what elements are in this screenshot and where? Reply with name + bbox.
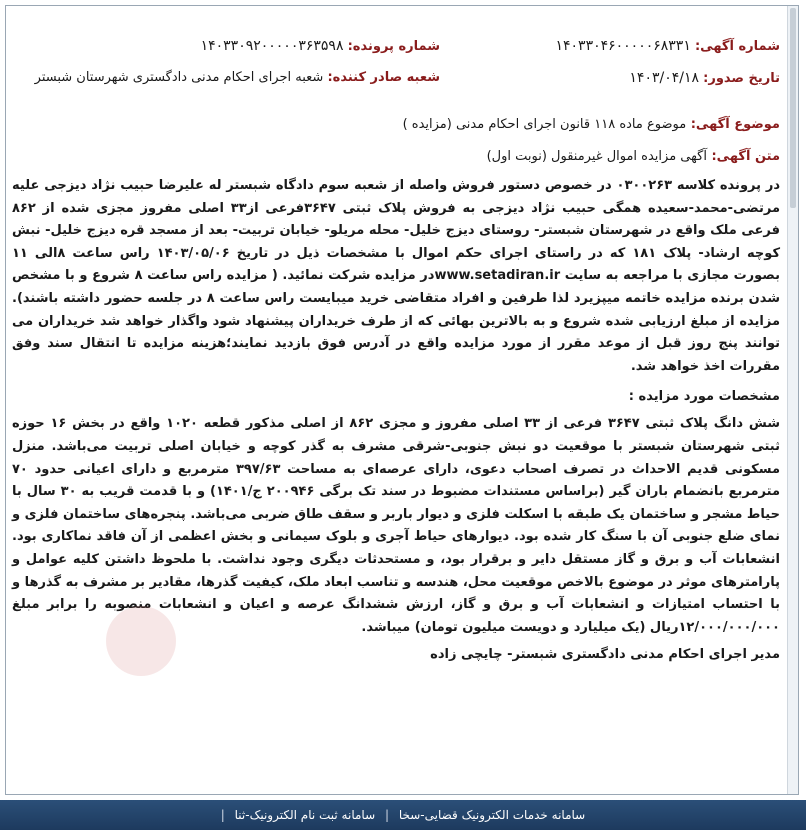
notice-paragraph-2: شش دانگ پلاک ثبتی ۳۶۴۷ فرعی از ۳۳ اصلی مفروز و مجزی ۸۶۲ از اصلی مذکور قطعه ۱۰۲۰ واقع در بخش ۱۶ حوزه ثبتی شهرستان شبستر با موقعیت دو نبش جنوبی-شرقی مشرف به گذر کوچه و خیابان اصلی تربیت می‌باشد. منزل مسکونی قدیم الاحداث در تصرف اصحاب دعوی، دارای عرصه‌ای به مساحت ۳۹۷/۶۳ مترمربع و دارای اعیانی حدود ۷۰ مترمربع بانضمام باران گیر (براساس مستندات مضبوط در سند تک برگی ۲۰۰۹۴۶ ج/۱۴۰۱) و با قدمت قریب به ۳۰ سال با حیاط مشجر و ساختمان یک طبقه با اسکلت فلزی و دیوار باربر و سقف طاق ضربی می‌باشد. پنجره‌های ساختمان فلزی و نمای ضلع جنوبی آن با سنگ کار شده بود. دیوارهای حیاط آجری و بلوک سیمانی و بخش اعظمی از آن فاقد نماکاری بود. انشعابات آب و برق و گاز مستقل دایر و برقرار بود، و مستحدثات دیگری وجود نداشت. با ملحوظ داشتن کلیه عوامل و پارامترهای موثر در موضوع بالاخص موقعیت محل، هندسه و تناسب ابعاد ملک، کیفیت گذرها، مقادیر بر مشرف به گذرها و با احتساب امتیازات و انشعابات آب و برق و گاز، ارزش ششدانگ عرصه و اعیان و انشعابات منصوبه را برابر مبلغ ۱۲/۰۰۰/۰۰۰/۰۰۰ریال (یک میلیارد و دویست میلیون تومان) میباشد.: [12, 416, 781, 635]
section-title: مشخصات مورد مزایده :: [628, 389, 780, 405]
footer-separator-2: |: [220, 808, 225, 822]
text-header-row: [12, 147, 780, 167]
footer-link-sakha[interactable]: سامانه خدمات الکترونیک قضایی-سخا: [398, 808, 586, 822]
issue-date-label: تاریخ صدور:: [703, 71, 780, 86]
signature: مدیر اجرای احکام مدنی دادگستری شبستر- چایچی زاده: [430, 647, 780, 663]
footer-link-sana[interactable]: سامانه ثبت نام الکترونیک-ثنا: [234, 808, 376, 822]
case-number-label: شماره پرونده:: [347, 39, 440, 54]
case-number-field: [201, 37, 440, 56]
issue-date: ۱۴۰۳/۰۴/۱۸: [629, 70, 699, 86]
notice-number: ۱۴۰۳۳۰۴۶۰۰۰۰۰۶۸۳۳۱: [555, 38, 691, 54]
issue-date-field: [629, 69, 780, 88]
notice-number-field: [555, 37, 780, 56]
header-row-1: [12, 6, 780, 54]
footer-bar: [0, 800, 806, 830]
notice-number-label: شماره آگهی:: [694, 39, 780, 54]
notice-panel: [5, 5, 799, 795]
vertical-scrollbar[interactable]: [787, 6, 798, 794]
notice-content: [12, 6, 780, 665]
scrollbar-thumb[interactable]: [790, 8, 796, 208]
case-number: ۱۴۰۳۳۰۹۲۰۰۰۰۰۳۶۳۵۹۸: [200, 38, 344, 54]
text-header-value: آگهی مزایده اموال غیرمنقول (نوبت اول): [486, 149, 707, 164]
issuer: شعبه اجرای احکام مدنی دادگستری شهرستان شبستر: [34, 70, 324, 85]
notice-paragraph-1: در پرونده کلاسه ۰۳۰۰۲۶۳ در خصوص دستور فروش واصله از شعبه سوم دادگاه شبستر له علیرضا حبیب نژاد دیزجی علیه مرتضی-محمد-سعیده همگی حبیب نژاد دیزجی به فروش پلاک ثبتی ۳۶۴۷فرعی از۳۳ اصلی مفروز مجزی شده از ۸۶۲ فرعی ملک واقع در شهرستان شبستر- روستای دیزج خلیل- محله مریلو- خیابان تربیت- بعد از مسجد قره دیزج خلیل- نبش کوچه ارشاد- پلاک ۱۸۱ که در راستای اجرای حکم اموال با مشخصات ذیل در تاریخ ۱۴۰۳/۰۵/۰۶ راس ساعت ۸الی ۱۱ بصورت مجازی با مراجعه به سایت www.setadiran.irدر مزایده شرکت نمائید. ( مزایده راس ساعت ۸ شروع و با مشخص شدن برنده مزایده خاتمه میپزیرد لذا طرفین و افراد متقاضی خرید میبایست راس ساعت ۸ در جلسه حضور داشته باشند). مزایده از مبلغ ارزیابی شده شروع و به بالاترین بهائی که از طرف خریداران پیشنهاد شود واگذار خواهد شد خریداران می توانند پنج روز قبل از موعد مقرر از مورد مزایده واقع در آدرس فوق بازدید نمایند؛هزینه مزایده تا انتقال سند وفق مقررات اخذ خواهد شد.: [12, 178, 781, 374]
watermark-logo: [106, 606, 176, 676]
issuer-label: شعبه صادر کننده:: [327, 70, 440, 85]
footer-separator: |: [384, 808, 389, 822]
issuer-field: [35, 69, 440, 87]
header-row-2: [12, 69, 780, 105]
subject-label: موضوع آگهی:: [690, 117, 780, 132]
subject-row: [12, 115, 780, 135]
text-header-label: متن آگهی:: [711, 149, 780, 164]
subject-value: موضوع ماده ۱۱۸ قانون اجرای احکام مدنی (مزایده ): [402, 117, 687, 132]
